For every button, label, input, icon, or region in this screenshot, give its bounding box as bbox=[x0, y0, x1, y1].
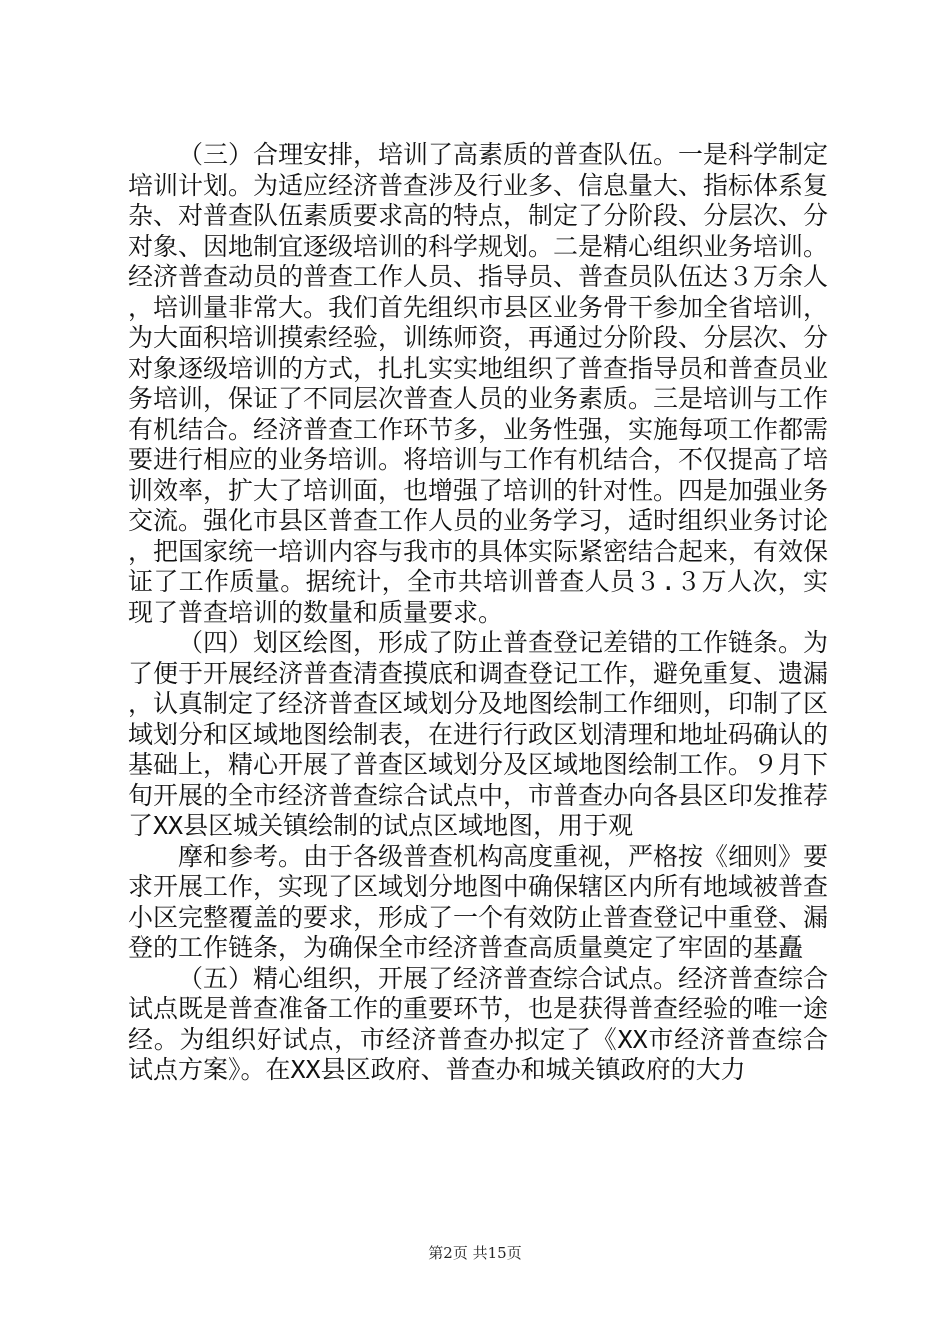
page-number-footer: 第2页 共15页 bbox=[428, 1244, 522, 1262]
paragraph-mapping: （四）划区绘图，形成了防止普查登记差错的工作链条。为了便于开展经济普查清查摸底和调查登记工作，避免重复、遗漏，认真制定了经济普查区域划分及地图绘制工作细则，印制了区域划分和区域地图绘制表，在进行行政区划清理和地址码确认的基础上，精心开展了普查区域划分及区域地图绘制工作。９月下旬开展的全市经济普查综合试点中，市普查办向各县区印发推荐了XX县区城关镇绘制的试点区域地图，用于观 bbox=[128, 628, 829, 840]
paragraph-pilot: （五）精心组织，开展了经济普查综合试点。经济普查综合试点既是普查准备工作的重要环节，也是获得普查经验的唯一途经。为组织好试点，市经济普查办拟定了《XX市经济普查综合试点方案》。在XX县区政府、普查办和城关镇政府的大力 bbox=[128, 963, 829, 1084]
paragraph-mapping-continued: 摩和参考。由于各级普查机构高度重视，严格按《细则》要求开展工作，实现了区域划分地图中确保辖区内所有地域被普查小区完整覆盖的要求，形成了一个有效防止普查登记中重登、漏登的工作链条，为确保全市经济普查高质量奠定了牢固的基矗 bbox=[128, 841, 829, 962]
paragraph-training: （三）合理安排，培训了高素质的普查队伍。一是科学制定培训计划。为适应经济普查涉及行业多、信息量大、指标体系复杂、对普查队伍素质要求高的特点，制定了分阶段、分层次、分对象、因地制宜逐级培训的科学规划。二是精心组织业务培训。经济普查动员的普查工作人员、指导员、普查员队伍达３万余人，培训量非常大。我们首先组织市县区业务骨干参加全省培训，为大面积培训摸索经验，训练师资，再通过分阶段、分层次、分对象逐级培训的方式，扎扎实实地组织了普查指导员和普查员业务培训，保证了不同层次普查人员的业务素质。三是培训与工作有机结合。经济普查工作环节多，业务性强，实施每项工作都需要进行相应的业务培训。将培训与工作有机结合，不仅提高了培训效率，扩大了培训面，也增强了培训的针对性。四是加强业务交流。强化市县区普查工作人员的业务学习，适时组织业务讨论，把国家统一培训内容与我市的具体实际紧密结合起来，有效保证了工作质量。据统计，全市共培训普查人员３.３万人次，实现了普查培训的数量和质量要求。 bbox=[128, 140, 829, 627]
document-body bbox=[128, 140, 828, 1086]
